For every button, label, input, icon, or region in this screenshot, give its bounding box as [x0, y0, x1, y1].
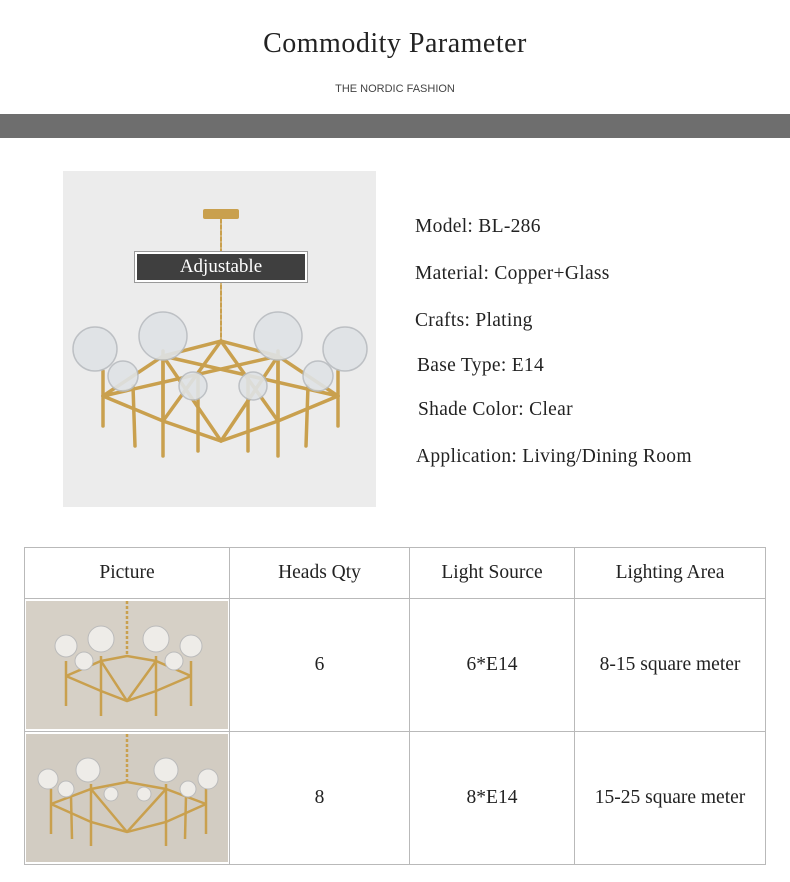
chandelier-8-icon [26, 734, 228, 862]
table-row [25, 599, 766, 732]
spec-material: Material: Copper+Glass [415, 263, 610, 284]
spec-model: Model: BL-286 [415, 216, 541, 237]
picture-cell [25, 732, 230, 865]
header-light-source: Light Source [410, 548, 575, 599]
lighting-area-cell: 15-25 square meter [575, 732, 766, 865]
product-image [63, 171, 376, 507]
spec-base-type: Base Type: E14 [417, 355, 545, 376]
chandelier-icon [63, 171, 376, 507]
parameter-table [24, 547, 766, 865]
light-source-cell: 6*E14 [410, 599, 575, 732]
table-row [25, 732, 766, 865]
header-heads-qty: Heads Qty [230, 548, 410, 599]
divider-band [0, 114, 790, 138]
spec-shade-color: Shade Color: Clear [418, 399, 573, 420]
heads-qty-cell: 8 [230, 732, 410, 865]
header-picture: Picture [25, 548, 230, 599]
spec-crafts: Crafts: Plating [415, 310, 533, 331]
chandelier-6-icon [26, 601, 228, 729]
lighting-area-cell: 8-15 square meter [575, 599, 766, 732]
light-source-cell: 8*E14 [410, 732, 575, 865]
header-lighting-area: Lighting Area [575, 548, 766, 599]
spec-application: Application: Living/Dining Room [416, 446, 692, 467]
table-header-row [25, 548, 766, 599]
picture-cell [25, 599, 230, 732]
page-subtitle: THE NORDIC FASHION [335, 83, 455, 95]
page-title: Commodity Parameter [263, 28, 527, 59]
adjustable-badge: Adjustable [135, 252, 307, 282]
heads-qty-cell: 6 [230, 599, 410, 732]
